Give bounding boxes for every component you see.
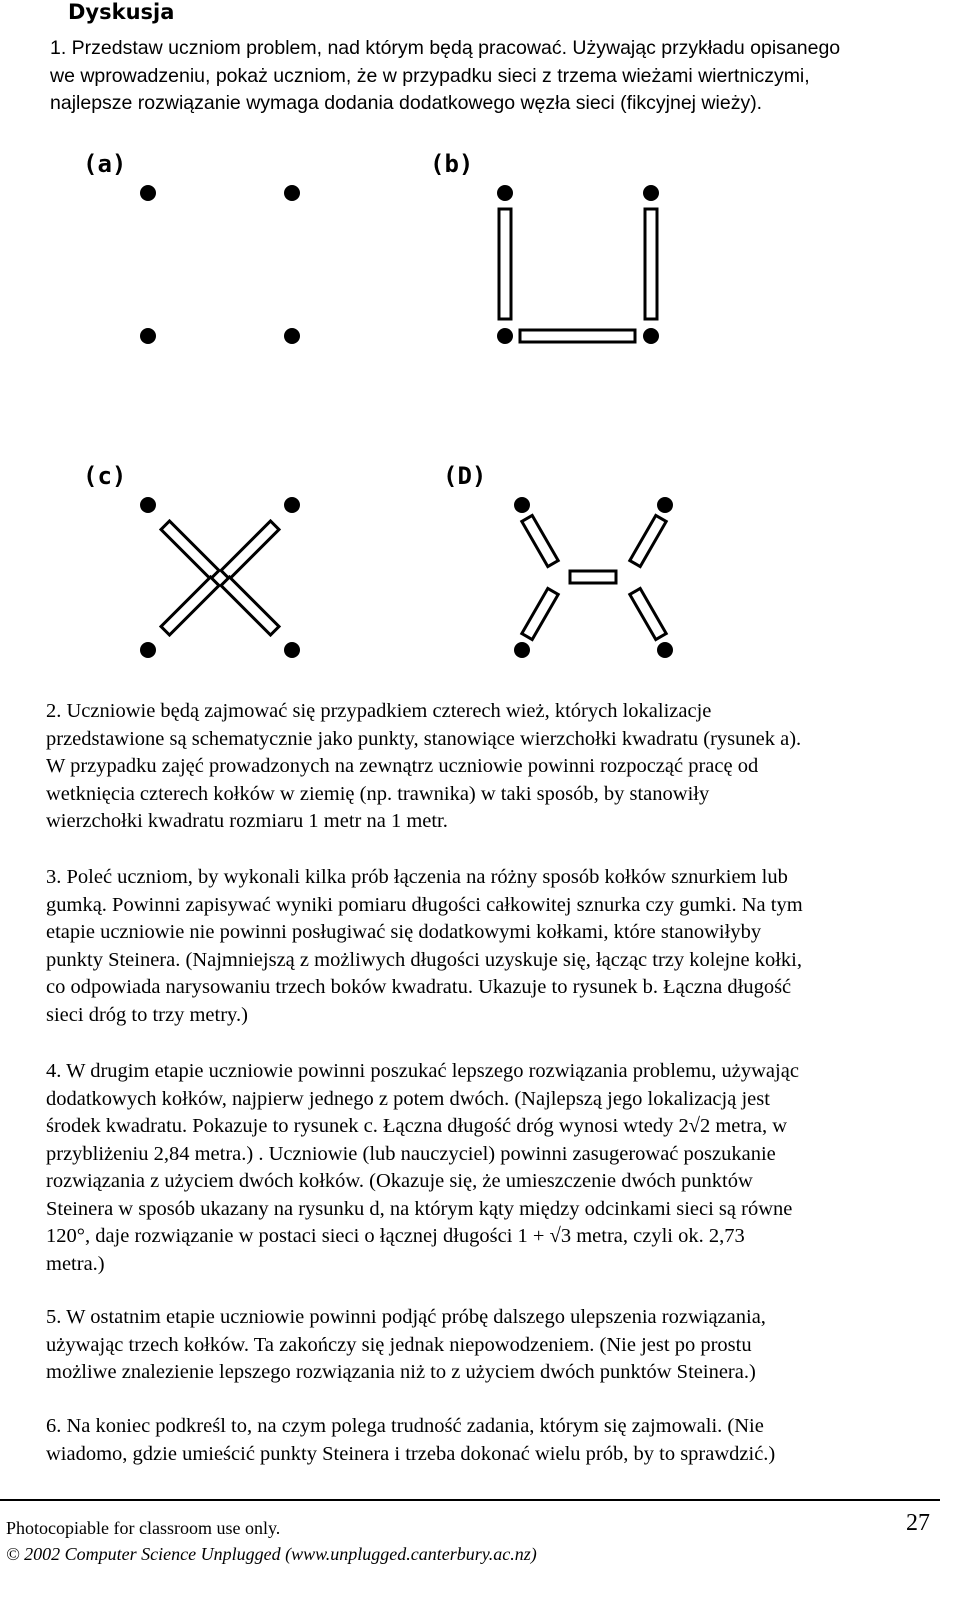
footer-copyright: © 2002 Computer Science Unplugged (www.unplugged.canterbury.ac.nz) xyxy=(6,1544,537,1564)
page-number: 27 xyxy=(906,1510,930,1536)
figure-b-label: (b) xyxy=(430,150,474,178)
figure-c-edge-tl xyxy=(161,521,219,579)
figure-b-point-top-left xyxy=(497,185,513,201)
figure-c-edge-bl xyxy=(161,577,219,635)
figure-d-point-bottom-right xyxy=(657,642,673,658)
figure-a-label: (a) xyxy=(83,150,127,178)
footer-divider xyxy=(0,1499,940,1501)
figure-c-label: (c) xyxy=(83,462,127,490)
figures-diagram xyxy=(0,0,960,700)
paragraph-4: 4. W drugim etapie uczniowie powinni poszukać lepszego rozwiązania problemu, używając dodatkowych kołków, najpierw jednego z potem dwóch. (Najlepszą jego lokalizacją jest środek kwadratu. Pokazuje to rysunek c. Łączna długość dróg wynosi wtedy 2√2 metra, w przybliżeniu 2,84 metra.) . Uczniowie (lub nauczyciel) powinni zasugerować poszukanie rozwiązania z użyciem dwóch kołków. (Okazuje się, że umieszczenie dwóch punktów Steinera w sposób ukazany na rysunku d, na którym kąty między odcinkami sieci są równe 120°, daje rozwiązanie w postaci sieci o łącznej długości 1 + √3 metra, czyli ok. 2,73 metra.) xyxy=(46,1060,799,1275)
figure-c-point-top-right xyxy=(284,497,300,513)
figure-d-point-top-right xyxy=(657,497,673,513)
figure-d-edge-br xyxy=(630,588,666,639)
figure-c-edge-br xyxy=(221,577,279,635)
figure-b-edge-left xyxy=(499,209,511,319)
figure-a-point-bottom-left xyxy=(140,328,156,344)
figure-b-point-bottom-left xyxy=(497,328,513,344)
footer-note: Photocopiable for classroom use only. xyxy=(6,1518,281,1538)
figure-c-point-top-left xyxy=(140,497,156,513)
paragraph-1: 1. Przedstaw uczniom problem, nad którym będą pracować. Używając przykładu opisanego we wprowadzeniu, pokaż uczniom, że w przypadku sieci z trzema wieżami wiertniczymi, najlepsze rozwiązanie wymaga dodania dodatkowego węzła sieci (fikcyjnej wieży). xyxy=(50,37,841,114)
figure-d-point-top-left xyxy=(514,497,530,513)
figure-b-edge-bottom xyxy=(520,330,635,342)
figure-d-edge-bl xyxy=(522,588,558,639)
figure-d-edge-middle xyxy=(570,571,616,583)
figure-a-point-top-left xyxy=(140,185,156,201)
paragraph-5: 5. W ostatnim etapie uczniowie powinni podjąć próbę dalszego ulepszenia rozwiązania, używając trzech kołków. Ta zakończy się jednak niepowodzeniem. (Nie jest po prostu możliwe znalezienie lepszego rozwiązania niż to z użyciem dwóch punktów Steinera.) xyxy=(46,1306,766,1383)
figure-b-point-bottom-right xyxy=(643,328,659,344)
section-heading: Dyskusja xyxy=(68,0,175,24)
figure-d-edge-tl xyxy=(522,515,558,566)
figure-c-edge-tr xyxy=(221,521,279,579)
figure-c-point-bottom-left xyxy=(140,642,156,658)
figure-d-label: (D) xyxy=(443,462,487,490)
figure-c-point-bottom-right xyxy=(284,642,300,658)
figure-b-point-top-right xyxy=(643,185,659,201)
figure-b-edge-right xyxy=(645,209,657,319)
paragraph-3: 3. Poleć uczniom, by wykonali kilka prób łączenia na różny sposób kołków sznurkiem lub gumką. Powinni zapisywać wyniki pomiaru długości całkowitej sznurka czy gumki. Na tym etapie uczniowie nie powinni posługiwać się dodatkowymi kołkami, które stanowiłyby punkty Steinera. (Najmniejszą z możliwych długości uzyskuje się, łącząc trzy kolejne kołki, co odpowiada narysowaniu trzech boków kwadratu. Ukazuje to rysunek b. Łączna długość sieci dróg to trzy metry.) xyxy=(46,866,803,1026)
figure-d-point-bottom-left xyxy=(514,642,530,658)
figure-a-point-top-right xyxy=(284,185,300,201)
paragraph-6: 6. Na koniec podkreśl to, na czym polega trudność zadania, którym się zajmowali. (Nie wiadomo, gdzie umieścić punkty Steinera i trzeba dokonać wielu prób, by to sprawdzić.) xyxy=(46,1415,776,1465)
paragraph-2: 2. Uczniowie będą zajmować się przypadkiem czterech wież, których lokalizacje przedstawione są schematycznie jako punkty, stanowiące wierzchołki kwadratu (rysunek a). W przypadku zajęć prowadzonych na zewnątrz uczniowie powinni rozpocząć pracę od wetknięcia czterech kołków w ziemię (np. trawnika) w taki sposób, by stanowiły wierzchołki kwadratu rozmiaru 1 metr na 1 metr. xyxy=(46,700,802,832)
figure-d-edge-tr xyxy=(630,515,666,566)
figure-a-point-bottom-right xyxy=(284,328,300,344)
